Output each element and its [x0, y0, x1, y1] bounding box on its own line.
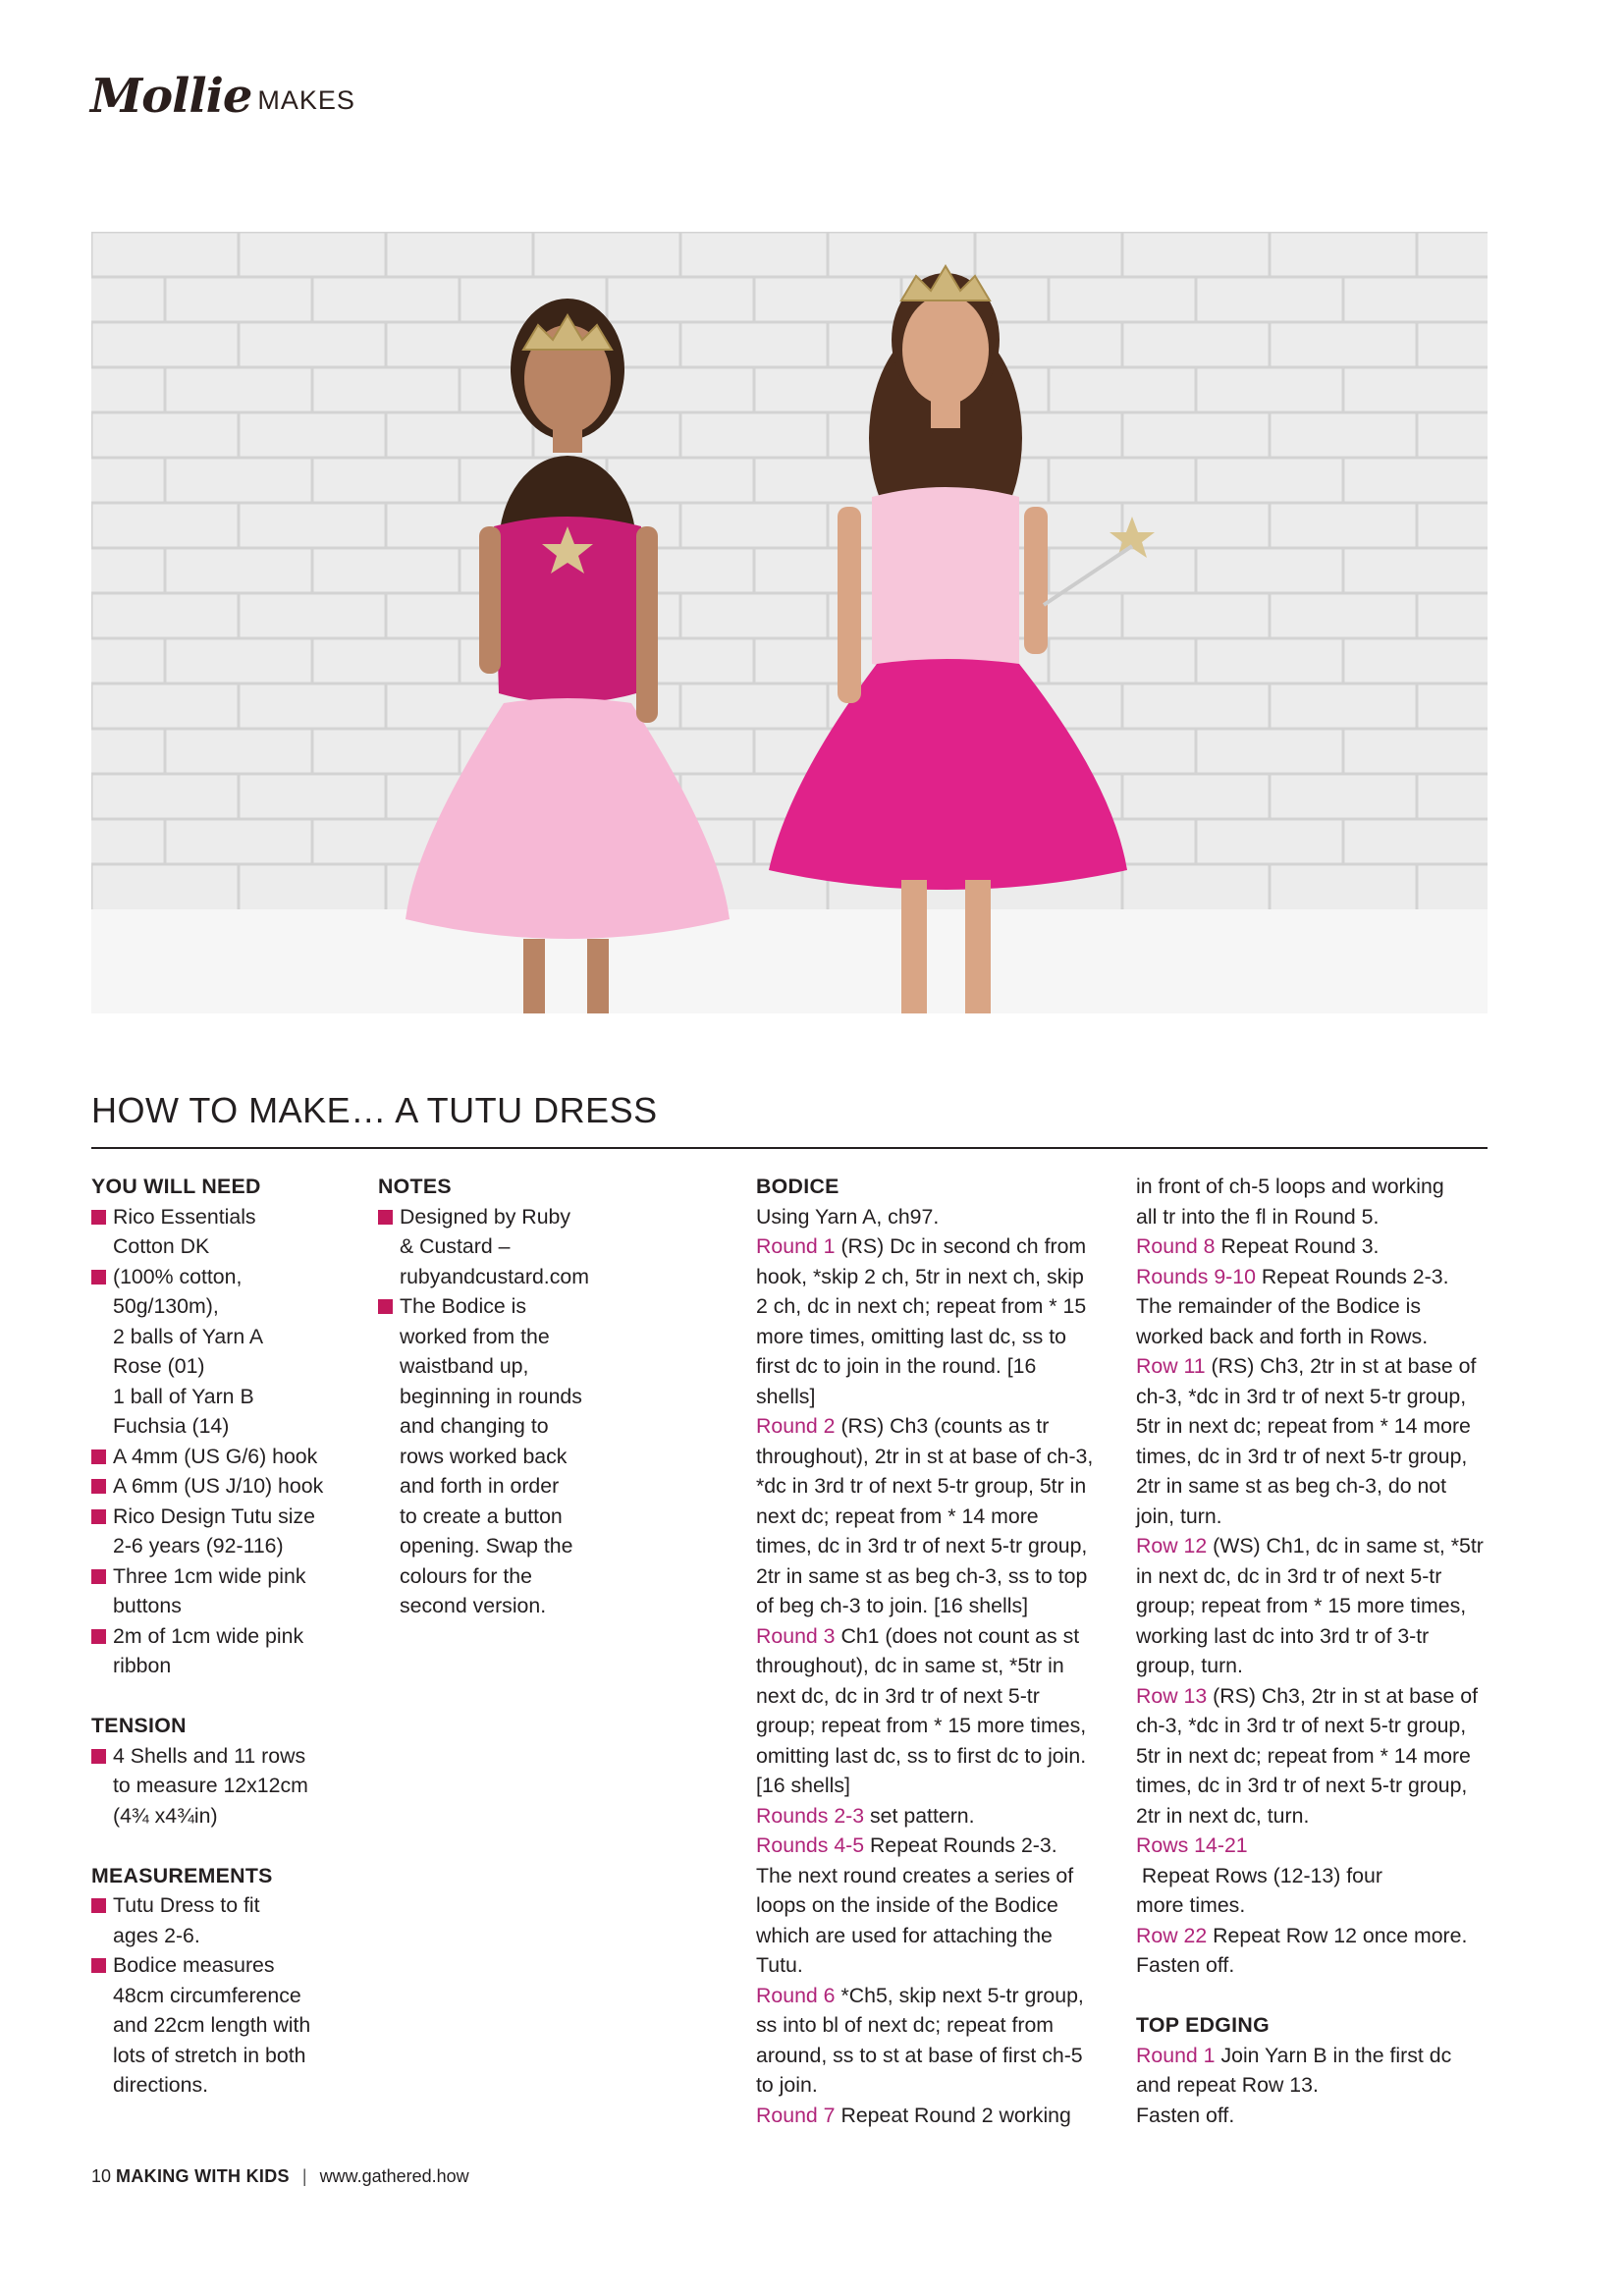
- instruction-label: Round 7: [756, 2103, 836, 2127]
- instruction-text: next dc, dc in 3rd tr of next 5-tr: [756, 1683, 1040, 1708]
- instruction-line: [1136, 1561, 1489, 1592]
- instruction-text: Using Yarn A, ch97.: [756, 1204, 940, 1229]
- instruction-text: The next round creates a series of: [756, 1863, 1074, 1887]
- list-item-line: Three 1cm wide pink: [113, 1563, 306, 1588]
- instruction-text: (RS) Ch3, 2tr in st at base of: [1207, 1683, 1479, 1708]
- instruction-line: [756, 1262, 1110, 1292]
- instruction-line: [756, 2101, 1110, 2131]
- instruction-text: times, dc in 3rd tr of next 5-tr group,: [756, 1534, 1088, 1558]
- list-item: [91, 1890, 337, 1950]
- instruction-text: first dc to join in the round. [16: [756, 1354, 1037, 1378]
- footer-separator: |: [301, 2166, 307, 2186]
- instruction-line: [1136, 1801, 1489, 1831]
- list-item-line: 50g/130m),: [113, 1294, 219, 1318]
- bullet-square-icon: [91, 1210, 106, 1225]
- bullet-square-icon: [378, 1299, 393, 1314]
- instruction-line: [1136, 1231, 1489, 1262]
- logo-makes-text: MAKES: [257, 85, 355, 115]
- instruction-text: Ch1 (does not count as st: [835, 1623, 1080, 1648]
- instruction-line: [1136, 1322, 1489, 1352]
- instruction-line: [756, 1801, 1110, 1831]
- instruction-text: ch-3, *dc in 3rd tr of next 5-tr group,: [1136, 1384, 1467, 1408]
- instruction-text: of beg ch-3 to join. [16 shells]: [756, 1594, 1029, 1617]
- column-supplies: [91, 1172, 337, 2101]
- instruction-line: [756, 1890, 1110, 1921]
- list-item-line: colours for the: [400, 1563, 532, 1588]
- instruction-line: [1136, 1291, 1489, 1322]
- list-item-line: & Custard –: [400, 1234, 511, 1258]
- instruction-text: Tutu.: [756, 1953, 803, 1977]
- footer-url[interactable]: www.gathered.how: [319, 2166, 469, 2186]
- instruction-label: Round 1: [1136, 2043, 1216, 2067]
- instruction-line: [1136, 1621, 1489, 1652]
- bullet-square-icon: [91, 1569, 106, 1584]
- instruction-line: [1136, 1502, 1489, 1532]
- instruction-paragraph: [1136, 1831, 1489, 1921]
- instruction-line: [756, 1442, 1110, 1472]
- instruction-text: 2tr in next dc, turn.: [1136, 1803, 1310, 1828]
- instruction-text: next dc; repeat from * 14 more: [756, 1503, 1039, 1528]
- instruction-paragraph: [1136, 1291, 1489, 1351]
- instruction-line: [1136, 1262, 1489, 1292]
- instruction-line: [756, 1831, 1110, 1861]
- list-item-line: Rico Essentials: [113, 1204, 256, 1229]
- instruction-text: throughout), dc in same st, *5tr in: [756, 1654, 1064, 1677]
- instruction-text: ch-3, *dc in 3rd tr of next 5-tr group,: [1136, 1714, 1467, 1737]
- list-item-line: ribbon: [113, 1654, 172, 1677]
- list-item: [91, 1741, 337, 1831]
- instruction-label: Row 13: [1136, 1683, 1208, 1708]
- column-notes: [378, 1172, 614, 1621]
- instruction-line: [1136, 1351, 1489, 1382]
- instruction-line: [1136, 1771, 1489, 1801]
- instruction-text: Repeat Rounds 2-3.: [1255, 1264, 1449, 1288]
- list-item-line: Tutu Dress to fit: [113, 1893, 260, 1917]
- instruction-paragraph: [1136, 1172, 1489, 1231]
- list-item-line: 2m of 1cm wide pink: [113, 1623, 304, 1648]
- instruction-line: [1136, 1411, 1489, 1442]
- instruction-text: omitting last dc, ss to first dc to join.: [756, 1743, 1087, 1768]
- instruction-text: to join.: [756, 2073, 818, 2097]
- instruction-paragraph: [1136, 1921, 1489, 1981]
- instruction-label: Round 8: [1136, 1234, 1216, 1258]
- instruction-text: group, turn.: [1136, 1654, 1243, 1677]
- list-item: [91, 1442, 337, 1472]
- list-item-line: rows worked back: [400, 1444, 568, 1468]
- instruction-text: Repeat Round 3.: [1215, 1234, 1380, 1258]
- list-item-line: 2 balls of Yarn A: [113, 1324, 264, 1348]
- instruction-line: [1136, 1531, 1489, 1561]
- instruction-text: times, dc in 3rd tr of next 5-tr group,: [1136, 1444, 1468, 1468]
- list-item-line: to create a button: [400, 1503, 563, 1528]
- instruction-text: The remainder of the Bodice is: [1136, 1294, 1422, 1318]
- instruction-paragraph: [1136, 1351, 1489, 1531]
- instruction-text: hook, *skip 2 ch, 5tr in next ch, skip: [756, 1264, 1084, 1288]
- instruction-line: [756, 1771, 1110, 1801]
- instruction-text: 2tr in same st as beg ch-3, ss to top: [756, 1563, 1088, 1588]
- masthead-logo: [90, 61, 355, 124]
- list-item: [91, 1202, 337, 1262]
- list-item-line: waistband up,: [400, 1354, 529, 1378]
- instruction-text: times, dc in 3rd tr of next 5-tr group,: [1136, 1774, 1468, 1797]
- instruction-paragraph: [1136, 1681, 1489, 1831]
- instruction-text: shells]: [756, 1384, 816, 1408]
- instruction-paragraph: [756, 2101, 1110, 2131]
- instruction-line: [756, 1202, 1110, 1232]
- instruction-line: [1136, 1921, 1489, 1951]
- instruction-line: [1136, 1382, 1489, 1412]
- instruction-label: Round 6: [756, 1983, 836, 2007]
- instruction-text: (RS) Ch3, 2tr in st at base of: [1205, 1354, 1477, 1378]
- instruction-text: and repeat Row 13.: [1136, 2073, 1319, 2097]
- instruction-line: [756, 1921, 1110, 1951]
- instruction-paragraph: [756, 1231, 1110, 1411]
- list-item-line: ages 2-6.: [113, 1923, 200, 1947]
- instruction-line: [1136, 1950, 1489, 1981]
- instruction-line: [756, 2010, 1110, 2041]
- list-item-line: Fuchsia (14): [113, 1414, 230, 1438]
- instruction-text: (WS) Ch1, dc in same st, *5tr: [1207, 1534, 1484, 1558]
- list-item: [91, 1950, 337, 2101]
- bodice-heading: BODICE: [756, 1175, 839, 1198]
- instruction-line: [756, 2070, 1110, 2101]
- instruction-line: [1136, 1471, 1489, 1502]
- instruction-text: Fasten off.: [1136, 1953, 1235, 1977]
- top-edging-instructions: [1136, 2041, 1489, 2131]
- logo-script-text: Mollie: [90, 69, 252, 124]
- instruction-line: [1136, 1681, 1489, 1712]
- instruction-line: [1136, 1172, 1489, 1202]
- instruction-text: (RS) Dc in second ch from: [835, 1234, 1087, 1258]
- instruction-paragraph: [1136, 1231, 1489, 1262]
- page-number: 10: [91, 2166, 112, 2186]
- instruction-line: [756, 1471, 1110, 1502]
- instruction-paragraph: [1136, 2041, 1489, 2131]
- instruction-label: Row 11: [1136, 1354, 1206, 1378]
- instruction-line: [1136, 1202, 1489, 1232]
- list-item: [91, 1561, 337, 1621]
- instruction-paragraph: [756, 1861, 1110, 1981]
- list-item-line: opening. Swap the: [400, 1534, 573, 1558]
- instruction-line: [756, 1981, 1110, 2011]
- footer-section-title: MAKING WITH KIDS: [116, 2166, 290, 2186]
- list-item-line: Designed by Ruby: [400, 1204, 571, 1229]
- list-item-line: Bodice measures: [113, 1953, 275, 1977]
- instruction-text: all tr into the fl in Round 5.: [1136, 1204, 1380, 1229]
- instruction-line: [756, 1621, 1110, 1652]
- instruction-text: set pattern.: [864, 1803, 975, 1828]
- bodice-instructions-continued: [1136, 1172, 1489, 1981]
- instruction-text: in next dc, dc in 3rd tr of next 5-tr: [1136, 1563, 1442, 1588]
- instruction-paragraph: [1136, 1531, 1489, 1681]
- instruction-text: 2tr in same st as beg ch-3, do not: [1136, 1474, 1447, 1498]
- instruction-line: [1136, 1591, 1489, 1621]
- instruction-label: Rounds 4-5: [756, 1833, 865, 1857]
- list-item-line: rubyandcustard.com: [400, 1264, 589, 1288]
- instruction-text: 2 ch, dc in next ch; repeat from * 15: [756, 1294, 1087, 1318]
- notes-list: [378, 1202, 614, 1621]
- tension-list: [91, 1741, 337, 1831]
- list-item-line: 48cm circumference: [113, 1983, 301, 2007]
- instruction-text: loops on the inside of the Bodice: [756, 1893, 1058, 1917]
- instruction-line: [756, 1591, 1110, 1621]
- instruction-line: [1136, 1711, 1489, 1741]
- list-item: [91, 1502, 337, 1561]
- instruction-text: Join Yarn B in the first dc: [1215, 2043, 1452, 2067]
- bodice-instructions: [756, 1202, 1110, 2131]
- column-bodice: [756, 1172, 1110, 2130]
- instruction-text: [16 shells]: [756, 1774, 850, 1797]
- instruction-line: [756, 1502, 1110, 1532]
- tension-heading: TENSION: [91, 1714, 187, 1737]
- instruction-line: [1136, 2101, 1489, 2131]
- instruction-text: more times.: [1136, 1893, 1246, 1917]
- bullet-square-icon: [378, 1210, 393, 1225]
- instruction-label: Round 2: [756, 1414, 836, 1438]
- bullet-square-icon: [91, 1479, 106, 1494]
- list-item-line: A 6mm (US J/10) hook: [113, 1474, 324, 1498]
- instruction-text: 5tr in next dc; repeat from * 14 more: [1136, 1743, 1471, 1768]
- instruction-text: ss into bl of next dc; repeat from: [756, 2013, 1055, 2037]
- instruction-text: more times, omitting last dc, ss to: [756, 1324, 1067, 1348]
- instruction-line: [756, 1681, 1110, 1712]
- list-item: [91, 1621, 337, 1681]
- bullet-square-icon: [91, 1898, 106, 1913]
- instruction-label: Rounds 9-10: [1136, 1264, 1256, 1288]
- instruction-text: Repeat Round 2 working: [835, 2103, 1071, 2127]
- list-item: [378, 1202, 614, 1292]
- instruction-line: [756, 1411, 1110, 1442]
- column-bodice-continued: [1136, 1172, 1489, 2130]
- instruction-line: [1136, 1741, 1489, 1772]
- instruction-paragraph: [756, 1981, 1110, 2101]
- instruction-label: Row 12: [1136, 1534, 1208, 1558]
- you-will-need-heading: YOU WILL NEED: [91, 1175, 261, 1198]
- list-item-line: Rico Design Tutu size: [113, 1503, 315, 1528]
- instruction-text: around, ss to st at base of first ch-5: [756, 2043, 1083, 2067]
- list-item-line: directions.: [113, 2073, 209, 2097]
- instruction-line: [756, 1382, 1110, 1412]
- instruction-text: throughout), 2tr in st at base of ch-3,: [756, 1444, 1094, 1468]
- list-item-line: Cotton DK: [113, 1234, 210, 1258]
- bullet-square-icon: [91, 1629, 106, 1644]
- list-item-line: Rose (01): [113, 1354, 205, 1378]
- list-item-line: (100% cotton,: [113, 1264, 243, 1288]
- hero-photo: [91, 232, 1488, 1013]
- instruction-text: join, turn.: [1136, 1503, 1222, 1528]
- list-item-line: and forth in order: [400, 1474, 560, 1498]
- instruction-line: [756, 1322, 1110, 1352]
- bullet-square-icon: [91, 1509, 106, 1524]
- list-item-line: and 22cm length with: [113, 2013, 311, 2037]
- instruction-line: [1136, 2070, 1489, 2101]
- instruction-line: [1136, 2041, 1489, 2071]
- instruction-paragraph: [756, 1801, 1110, 1831]
- instruction-line: [756, 2041, 1110, 2071]
- instruction-line: [756, 1741, 1110, 1772]
- notes-heading: NOTES: [378, 1175, 452, 1198]
- list-item: [91, 1262, 337, 1442]
- instruction-text: working last dc into 3rd tr of 3-tr: [1136, 1623, 1430, 1648]
- instruction-line: [756, 1231, 1110, 1262]
- list-item-line: A 4mm (US G/6) hook: [113, 1444, 318, 1468]
- instruction-line: [1136, 1651, 1489, 1681]
- instruction-text: *Ch5, skip next 5-tr group,: [835, 1983, 1084, 2007]
- list-item-line: lots of stretch in both: [113, 2043, 306, 2067]
- list-item-line: 2-6 years (92-116): [113, 1534, 284, 1558]
- instruction-paragraph: [756, 1621, 1110, 1801]
- list-item-line: second version.: [400, 1594, 547, 1617]
- list-item-line: 1 ball of Yarn B: [113, 1384, 254, 1408]
- bullet-square-icon: [91, 1958, 106, 1973]
- measurements-heading: MEASUREMENTS: [91, 1863, 273, 1887]
- instruction-line: [756, 1561, 1110, 1592]
- instruction-text: group; repeat from * 15 more times,: [1136, 1594, 1467, 1617]
- list-item-line: beginning in rounds: [400, 1384, 582, 1408]
- bullet-square-icon: [91, 1749, 106, 1764]
- instruction-text: (RS) Ch3 (counts as tr: [835, 1414, 1050, 1438]
- bullet-square-icon: [91, 1270, 106, 1285]
- instruction-text: Repeat Row 12 once more.: [1207, 1923, 1468, 1947]
- instruction-text: which are used for attaching the: [756, 1923, 1053, 1947]
- instruction-text: 5tr in next dc; repeat from * 14 more: [1136, 1414, 1471, 1438]
- instruction-paragraph: [756, 1202, 1110, 1232]
- instruction-label: Round 3: [756, 1623, 836, 1648]
- instruction-text: Repeat Rounds 2-3.: [864, 1833, 1057, 1857]
- you-will-need-list: [91, 1202, 337, 1681]
- bullet-square-icon: [91, 1449, 106, 1464]
- instruction-line: [756, 1291, 1110, 1322]
- list-item-line: and changing to: [400, 1414, 549, 1438]
- instruction-line: [756, 1351, 1110, 1382]
- instruction-text: *dc in 3rd tr of next 5-tr group, 5tr in: [756, 1474, 1087, 1498]
- list-item-line: worked from the: [400, 1324, 550, 1348]
- instruction-line: [756, 1711, 1110, 1741]
- instruction-label: Round 1: [756, 1234, 836, 1258]
- top-edging-heading: TOP EDGING: [1136, 2013, 1270, 2037]
- instruction-text: in front of ch-5 loops and working: [1136, 1175, 1444, 1198]
- list-item: [378, 1291, 614, 1621]
- page-title: HOW TO MAKE… A TUTU DRESS: [91, 1088, 1488, 1149]
- instruction-label: Rounds 2-3: [756, 1803, 865, 1828]
- instruction-label: Row 22: [1136, 1923, 1208, 1947]
- page-footer: [91, 2166, 469, 2187]
- list-item-line: buttons: [113, 1594, 182, 1617]
- brick-wall-icon: [91, 232, 1488, 1013]
- instruction-line: [1136, 1890, 1489, 1921]
- instruction-line: [1136, 1442, 1489, 1472]
- instruction-line: [756, 1950, 1110, 1981]
- list-item-line: to measure 12x12cm: [113, 1774, 308, 1797]
- list-item-line: 4 Shells and 11 rows: [113, 1743, 306, 1768]
- measurements-list: [91, 1890, 337, 2101]
- instruction-line: [756, 1651, 1110, 1681]
- instruction-text: group; repeat from * 15 more times,: [756, 1714, 1087, 1737]
- instruction-line: [756, 1861, 1110, 1891]
- instruction-paragraph: [1136, 1262, 1489, 1292]
- instruction-text: Repeat Rows (12-13) four: [1136, 1863, 1382, 1887]
- instruction-line: [1136, 1831, 1489, 1890]
- list-item: [91, 1471, 337, 1502]
- list-item-line: (4¾ x4¾in): [113, 1803, 218, 1828]
- list-item-line: The Bodice is: [400, 1294, 527, 1318]
- instruction-label: Rows 14-21: [1136, 1833, 1248, 1857]
- instruction-text: Fasten off.: [1136, 2103, 1235, 2127]
- instruction-paragraph: [756, 1831, 1110, 1861]
- instruction-line: [756, 1531, 1110, 1561]
- instruction-text: worked back and forth in Rows.: [1136, 1324, 1429, 1348]
- instruction-paragraph: [756, 1411, 1110, 1621]
